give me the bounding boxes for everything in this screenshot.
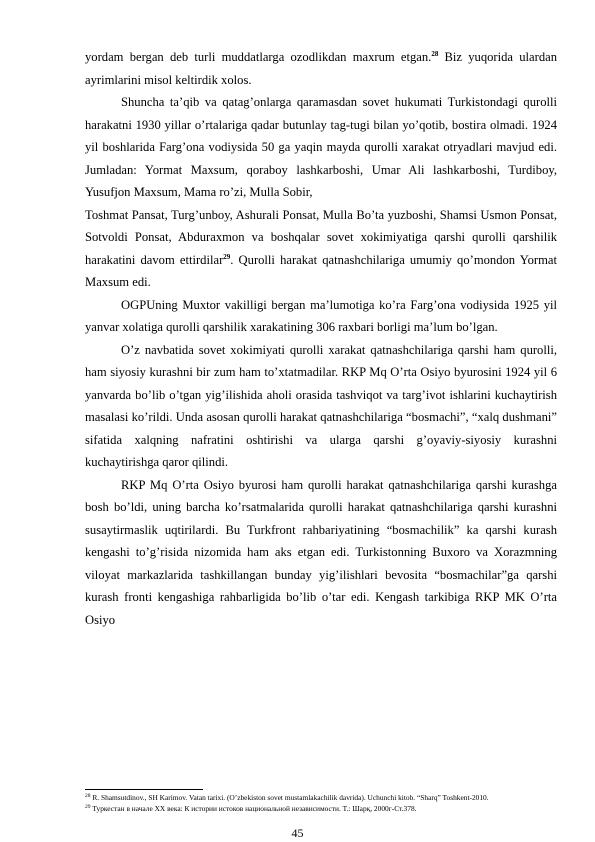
paragraph-1	[85, 46, 557, 91]
paragraph-4: OGPUning Muxtor vakilligi bergan ma’lumotiga ko’ra Farg’ona vodiysida 1925 yil yanvar xolatiga qurolli qarshilik xarakatining 306 raxbari borligi ma’lum bo’lgan.	[85, 297, 557, 334]
footnote-divider	[85, 789, 203, 790]
footnote-ref-28[interactable]: 28	[431, 50, 439, 58]
footnote-28	[85, 792, 557, 803]
paragraph-1-text-cont: Biz yuqorida ulardan ayrimlarini misol keltirdik xolos.	[85, 50, 558, 87]
page-body	[85, 46, 557, 631]
paragraph-3	[85, 204, 557, 294]
page-number: 45	[291, 826, 304, 840]
main-text	[85, 46, 557, 631]
footnotes	[85, 792, 557, 814]
paragraph-3-text-cont: . Qurolli harakat qatnashchilariga umumiy qo’mondon Yormat Maxsum edi.	[85, 252, 557, 289]
footnote-29	[85, 803, 557, 814]
footnote-number: 28	[85, 793, 91, 799]
paragraph-3-text: Toshmat Pansat, Turg’unboy, Ashurali Ponsat, Mulla Bo’ta yuzboshi, Shamsi Usmon Ponsat, Sotvoldi Ponsat, Abduraxmon va boshqalar sovet xokimiyatiga qarshi qurolli qarshilik harakatini davom ettirdilar	[85, 207, 557, 267]
paragraph-2: Shuncha ta’qib va qatag’onlarga qaramasdan sovet hukumati Turkistondagi qurolli harakatni 1930 yillar o’rtalariga qadar butunlay tag-tugi bilan yo’qotib, bostira olmadi. 1924 yil boshlarida Farg’ona vodiysida 50 ga yaqin mayda qurolli xarakat otryadlari mavjud edi. Jumladan: Yormat Maxsum, qoraboy lashkarboshi, Umar Ali lashkarboshi, Turdiboy, Yusufjon Maxsum, Mama ro’zi, Mulla Sobir,	[85, 95, 557, 199]
paragraph-1-text: yordam bergan deb turli muddatlarga ozodlikdan maxrum etgan.	[85, 50, 432, 64]
paragraph-6: RKP Mq O’rta Osiyo byurosi ham qurolli harakat qatnashchilariga qarshi kurashga bosh bo’ldi, uning barcha ko’rsatmalarida qurolli harakat qatnashchilariga qarshi kurashni susaytirmaslik uqtirilardi. Bu Turkfront rahbariyatining “bosmachilik” ka qarshi kurash kengashi to’g’risida nizomida ham aks etgan edi. Turkistonning Buxoro va Xorazmning viloyat markazlarida tashkillangan bunday yig’ilishlari bevosita “bosmachilar”ga qarshi kurash fronti kengashiga rahbarligida bo’lib o’tar edi. Kengash tarkibiga RKP MK O’rta Osiyo	[85, 477, 557, 627]
paragraph-5: O’z navbatida sovet xokimiyati qurolli xarakat qatnashchilariga qarshi ham qurolli, ham siyosiy kurashni bir zum ham to’xtatmadilar. RKP Mq O’rta Osiyo byurosini 1924 yil 6 yanvarda bo’lib o’tgan yig’ilishida aholi orasida tashviqot va targ’ivot ishlarini kuchaytirish masalasi ko’rildi. Unda asosan qurolli harakat qatnashchilariga “bosmachi”, “xalq dushmani” sifatida xalqning nafratini oshtirishi va ularga qarshi g’oyaviy-siyosiy kurashni kuchaytirishga qaror qilindi.	[85, 342, 557, 469]
footnote-number: 29	[85, 804, 91, 810]
footnote-text: R. Shamsutdinov., SH Karimov. Vatan tarixi. (O’zbekiston sovet mustamlakachilik davrida). Uchunchi kitob. “Sharq” Toshkent-2010.	[90, 793, 489, 802]
footnote-text: Туркестан в начале XX века: К истории истоков национальной независимости. Т.: Шарқ, 2000г-Ст.378.	[90, 804, 417, 813]
footnote-ref-29[interactable]: 29	[223, 252, 231, 261]
